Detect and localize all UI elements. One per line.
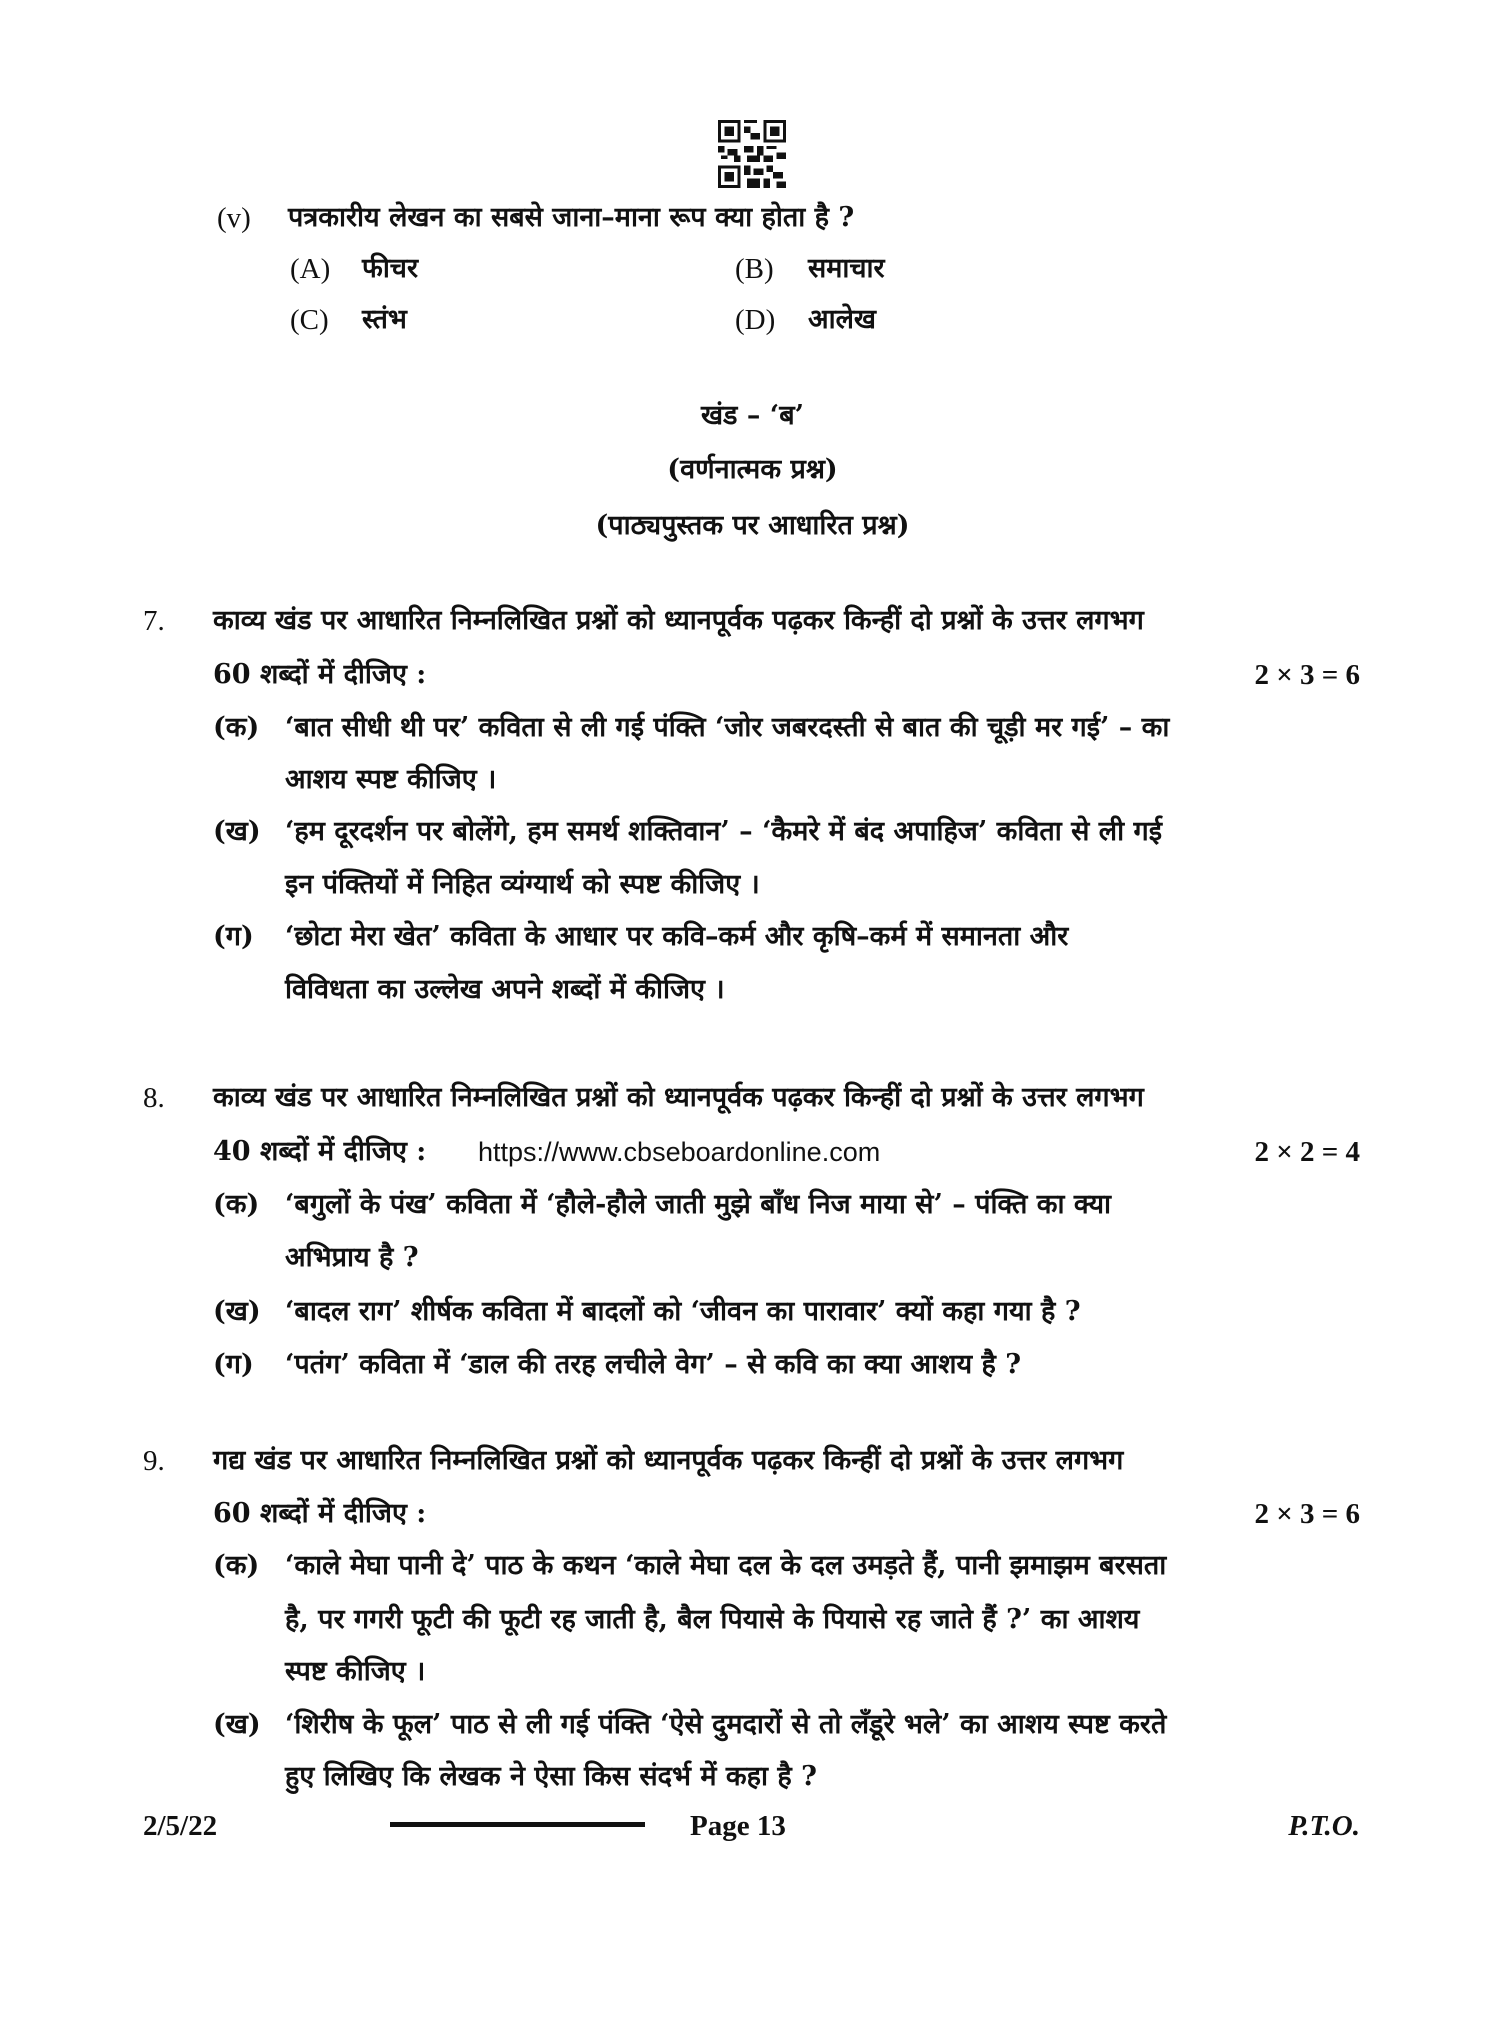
question-number: 7. [143, 605, 165, 637]
subpart-text: ‘बात सीधी थी पर’ कविता से ली गई पंक्ति ‘जोर जबरदस्ती से बात की चूड़ी मर गई’ – का [285, 712, 1170, 743]
subpart-label: (ग) [213, 921, 254, 952]
subpart-label: (ख) [213, 1296, 261, 1327]
subpart-label: (ख) [213, 1709, 261, 1740]
subpart-text: ‘शिरीष के फूल’ पाठ से ली गई पंक्ति ‘ऐसे दुमदारों से तो लँडूरे भले’ का आशय स्पष्ट करते [285, 1709, 1167, 1740]
subpart-text: है, पर गगरी फूटी की फूटी रह जाती है, बैल पियासे के पियासे रह जाते हैं ?’ का आशय [285, 1604, 1140, 1635]
question-number: 8. [143, 1082, 165, 1114]
page-number: Page 13 [690, 1810, 786, 1842]
option-c-text: स्तंभ [362, 304, 407, 335]
subpart-text: स्पष्ट कीजिए । [285, 1656, 426, 1687]
question-marks: 2 × 2 = 4 [1254, 1136, 1360, 1168]
option-d-label: (D) [735, 304, 776, 336]
question-instruction-cont: 60 शब्दों में दीजिए : [213, 1498, 427, 1529]
subpart-text: ‘बादल राग’ शीर्षक कविता में बादलों को ‘जीवन का पारावार’ क्यों कहा गया है ? [285, 1296, 1081, 1327]
option-b-label: (B) [735, 253, 774, 285]
question-instruction: गद्य खंड पर आधारित निम्नलिखित प्रश्नों को ध्यानपूर्वक पढ़कर किन्हीं दो प्रश्नों के उत्तर लगभग [213, 1445, 1124, 1476]
mcq-question: पत्रकारीय लेखन का सबसे जाना–माना रूप क्या होता है ? [288, 202, 855, 233]
question-instruction: काव्य खंड पर आधारित निम्नलिखित प्रश्नों को ध्यानपूर्वक पढ़कर किन्हीं दो प्रश्नों के उत्तर लगभग [213, 1082, 1144, 1113]
subpart-label: (ख) [213, 816, 261, 847]
qr-code-icon [718, 120, 786, 188]
question-instruction-cont: 40 शब्दों में दीजिए : [213, 1136, 427, 1167]
question-instruction-cont: 60 शब्दों में दीजिए : [213, 659, 427, 690]
question-number: 9. [143, 1445, 165, 1477]
watermark-url: https://www.cbseboardonline.com [478, 1137, 881, 1167]
section-subtitle-textbook: (पाठ्यपुस्तक पर आधारित प्रश्न) [595, 510, 910, 541]
option-a-text: फीचर [362, 253, 418, 284]
subpart-text: अभिप्राय है ? [285, 1242, 419, 1273]
subpart-label: (क) [213, 712, 260, 743]
subpart-text: ‘छोटा मेरा खेत’ कविता के आधार पर कवि–कर्म और कृषि–कर्म में समानता और [285, 921, 1069, 952]
question-instruction: काव्य खंड पर आधारित निम्नलिखित प्रश्नों को ध्यानपूर्वक पढ़कर किन्हीं दो प्रश्नों के उत्तर लगभग [213, 605, 1144, 636]
option-b-text: समाचार [808, 253, 885, 284]
section-title: खंड – ‘ब’ [700, 400, 805, 431]
option-d-text: आलेख [808, 304, 876, 335]
subpart-text: इन पंक्तियों में निहित व्यंग्यार्थ को स्पष्ट कीजिए । [285, 869, 760, 900]
subpart-label: (क) [213, 1550, 260, 1581]
subpart-text: ‘पतंग’ कविता में ‘डाल की तरह लचीले वेग’ – से कवि का क्या आशय है ? [285, 1349, 1022, 1380]
subpart-text: विविधता का उल्लेख अपने शब्दों में कीजिए । [285, 974, 725, 1005]
footer-divider [390, 1822, 645, 1827]
question-marks: 2 × 3 = 6 [1254, 1498, 1360, 1530]
option-a-label: (A) [290, 253, 331, 285]
mcq-label: (v) [217, 202, 251, 234]
subpart-text: आशय स्पष्ट कीजिए । [285, 764, 497, 795]
question-marks: 2 × 3 = 6 [1254, 659, 1360, 691]
pto-label: P.T.O. [1288, 1810, 1360, 1842]
subpart-label: (क) [213, 1189, 260, 1220]
subpart-text: ‘काले मेघा पानी दे’ पाठ के कथन ‘काले मेघा दल के दल उमड़ते हैं, पानी झमाझम बरसता [285, 1550, 1167, 1581]
subpart-text: ‘हम दूरदर्शन पर बोलेंगे, हम समर्थ शक्तिवान’ – ‘कैमरे में बंद अपाहिज’ कविता से ली गई [285, 816, 1162, 847]
option-c-label: (C) [290, 304, 329, 336]
paper-code: 2/5/22 [143, 1810, 218, 1842]
subpart-label: (ग) [213, 1349, 254, 1380]
subpart-text: ‘बगुलों के पंख’ कविता में ‘हौले-हौले जाती मुझे बाँध निज माया से’ – पंक्ति का क्या [285, 1189, 1111, 1220]
section-subtitle-descriptive: (वर्णनात्मक प्रश्न) [667, 454, 838, 485]
subpart-text: हुए लिखिए कि लेखक ने ऐसा किस संदर्भ में कहा है ? [285, 1761, 817, 1792]
